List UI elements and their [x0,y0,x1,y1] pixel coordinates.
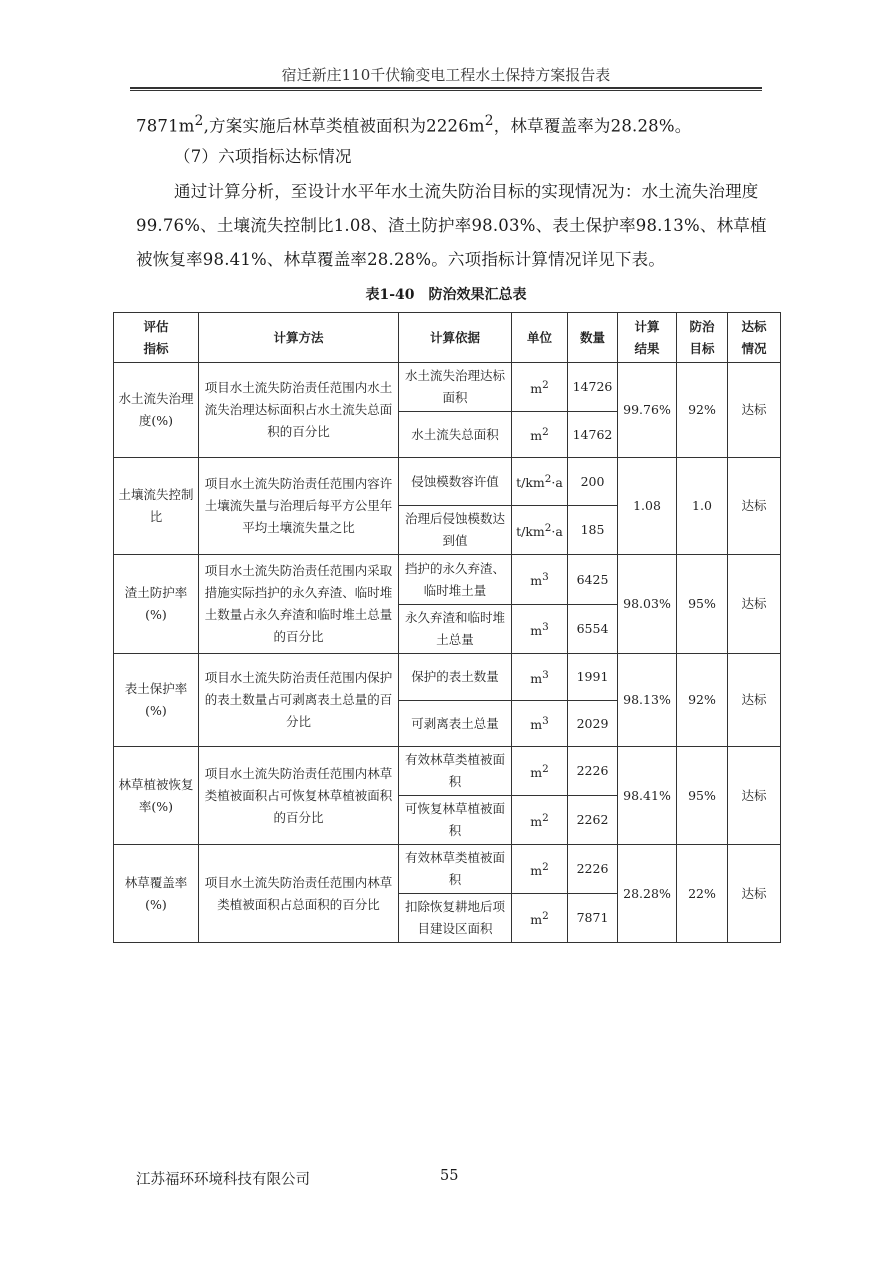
cell-result: 98.41% [618,747,677,845]
header-status: 达标 情况 [728,313,781,363]
cell-quantity: 185 [568,506,618,555]
cell-unit: $m^2$ [512,796,568,845]
cell-quantity: 200 [568,458,618,506]
table-header-row [114,313,781,363]
header-method: 计算方法 [199,313,399,363]
cell-quantity: 14726 [568,363,618,412]
cell-quantity: 2226 [568,747,618,796]
cell-basis: 水土流失治理达标面积 [399,363,512,412]
cell-unit: $m^3$ [512,555,568,605]
prevention-effect-summary-table [113,312,781,943]
cell-unit: $t/km^2\cdot a$ [512,506,568,555]
table-row [114,363,781,412]
table-caption: 表1-40 防治效果汇总表 [365,287,527,303]
cell-basis: 可剥离表土总量 [399,701,512,747]
cell-basis: 有效林草类植被面积 [399,845,512,894]
cell-unit: $t/km^2\cdot a$ [512,458,568,506]
cell-indicator: 土壤流失控制比 [114,458,199,555]
cell-indicator: 林草植被恢复率(%) [114,747,199,845]
table-row [114,654,781,701]
cell-status: 达标 [728,845,781,943]
cell-unit: $m^2$ [512,747,568,796]
table-row [114,555,781,605]
cell-basis: 可恢复林草植被面积 [399,796,512,845]
cell-basis: 永久弃渣和临时堆土总量 [399,605,512,654]
cell-basis: 水土流失总面积 [399,412,512,458]
header-result: 计算 结果 [618,313,677,363]
page-header-title: 宿迁新庄110千伏输变电工程水土保持方案报告表 [281,66,611,84]
paragraph-indicator-summary: 通过计算分析，至设计水平年水土流失防治目标的实现情况为：水土流失治理度99.76%、土壤流失控制比1.08、渣土防护率98.03%、表土保护率98.13%、林草植被恢复率98.41%、林草覆盖率28.28%。六项指标计算情况详见下表。 [136,182,767,269]
table-row [114,845,781,894]
cell-unit: $m^2$ [512,845,568,894]
p1-superscript-2: 2 [484,113,494,129]
cell-method: 项目水土流失防治责任范围内采取措施实际挡护的永久弃渣、临时堆土数量占永久弃渣和临时堆土总量的百分比 [199,555,399,654]
cell-target: 95% [677,555,728,654]
cell-result: 99.76% [618,363,677,458]
cell-unit: $m^2$ [512,412,568,458]
cell-unit: $m^2$ [512,363,568,412]
cell-method: 项目水土流失防治责任范围内林草类植被面积占总面积的百分比 [199,845,399,943]
table-row [114,458,781,506]
cell-basis: 扣除恢复耕地后项目建设区面积 [399,894,512,943]
cell-status: 达标 [728,654,781,747]
cell-method: 项目水土流失防治责任范围内水土流失治理达标面积占水土流失总面积的百分比 [199,363,399,458]
cell-basis: 有效林草类植被面积 [399,747,512,796]
cell-status: 达标 [728,458,781,555]
cell-unit: $m^3$ [512,605,568,654]
header-indicator: 评估 指标 [114,313,199,363]
cell-indicator: 林草覆盖率(%) [114,845,199,943]
cell-result: 98.13% [618,654,677,747]
p1-text-b: ,方案实施后林草类植被面积为2226m [203,116,485,136]
cell-basis: 侵蚀模数容许值 [399,458,512,506]
p1-text-c: ，林草覆盖率为28.28%。 [493,116,692,136]
cell-indicator: 水土流失治理度(%) [114,363,199,458]
cell-quantity: 6554 [568,605,618,654]
cell-basis: 保护的表土数量 [399,654,512,701]
cell-quantity: 2262 [568,796,618,845]
cell-unit: $m^3$ [512,654,568,701]
cell-status: 达标 [728,555,781,654]
cell-result: 28.28% [618,845,677,943]
cell-target: 22% [677,845,728,943]
cell-quantity: 14762 [568,412,618,458]
cell-basis: 治理后侵蚀模数达到值 [399,506,512,555]
p1-text-a: 7871m [136,116,195,136]
cell-status: 达标 [728,747,781,845]
cell-result: 1.08 [618,458,677,555]
cell-target: 1.0 [677,458,728,555]
table-row [114,747,781,796]
cell-indicator: 渣土防护率(%) [114,555,199,654]
header-quantity: 数量 [568,313,618,363]
cell-target: 95% [677,747,728,845]
cell-unit: $m^2$ [512,894,568,943]
paragraph-coverage-area [136,104,768,144]
cell-result: 98.03% [618,555,677,654]
cell-quantity: 1991 [568,654,618,701]
cell-indicator: 表土保护率(%) [114,654,199,747]
cell-method: 项目水土流失防治责任范围内保护的表土数量占可剥离表土总量的百分比 [199,654,399,747]
cell-basis: 挡护的永久弃渣、临时堆土量 [399,555,512,605]
header-unit: 单位 [512,313,568,363]
cell-target: 92% [677,363,728,458]
cell-quantity: 2226 [568,845,618,894]
p1-superscript-1: 2 [194,113,204,129]
cell-status: 达标 [728,363,781,458]
footer-company-name: 江苏福环环境科技有限公司 [136,1172,310,1188]
header-target: 防治 目标 [677,313,728,363]
footer-page-number: 55 [440,1168,459,1184]
header-rule [130,87,762,91]
cell-unit: $m^3$ [512,701,568,747]
section-heading-six-indicators: （7）六项指标达标情况 [174,147,352,166]
header-basis: 计算依据 [399,313,512,363]
cell-target: 92% [677,654,728,747]
cell-method: 项目水土流失防治责任范围内林草类植被面积占可恢复林草植被面积的百分比 [199,747,399,845]
cell-quantity: 2029 [568,701,618,747]
cell-quantity: 7871 [568,894,618,943]
cell-quantity: 6425 [568,555,618,605]
cell-method: 项目水土流失防治责任范围内容许土壤流失量与治理后每平方公里年平均土壤流失量之比 [199,458,399,555]
